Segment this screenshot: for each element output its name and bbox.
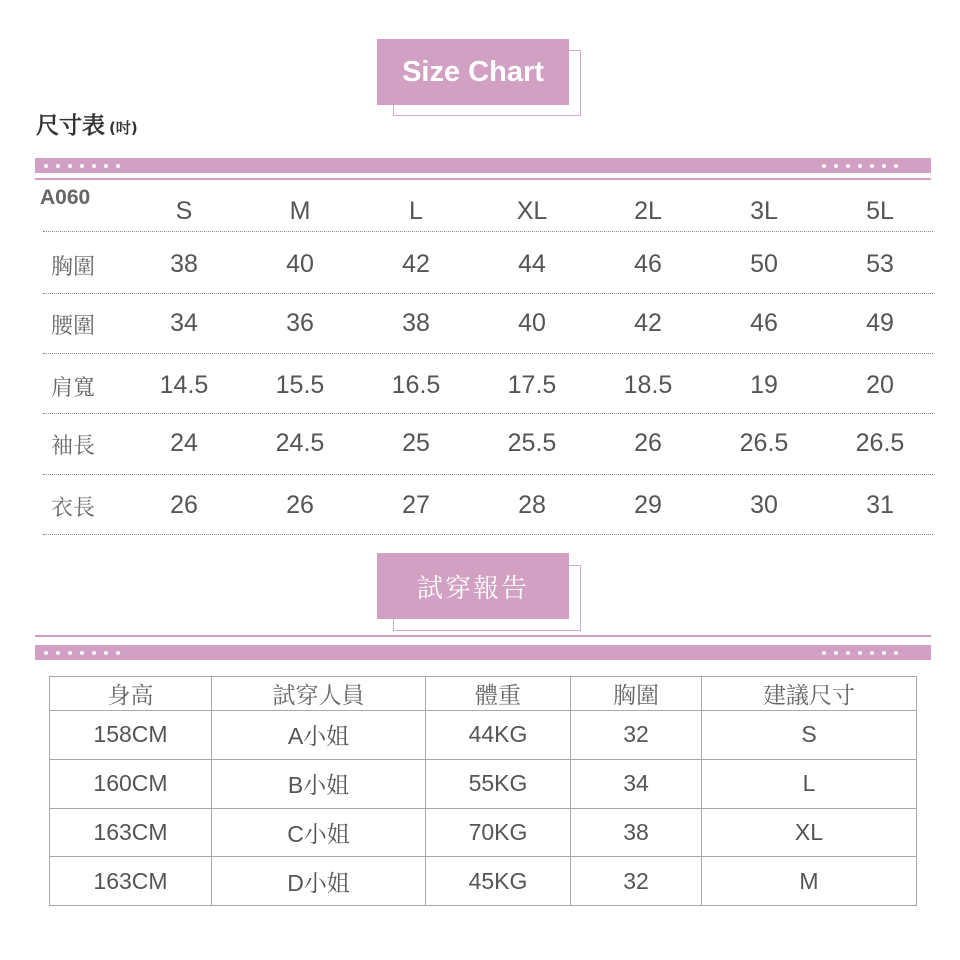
size-chart-badge-label: Size Chart [402,55,544,88]
measurement-value: 14.5 [159,371,209,399]
measurement-value: 46 [634,250,662,278]
report-cell: C小姐 [212,808,426,857]
size-header-3l: 3L [750,197,778,225]
measurement-value: 26 [286,491,314,519]
measurement-value: 42 [402,250,430,278]
report-header-person: 試穿人員 [212,677,426,711]
decor-dots-left-bottom [44,645,120,660]
measurement-value: 49 [866,309,894,337]
report-cell: 55KG [426,759,571,808]
page-title-text: 尺寸表 [36,113,105,139]
measurement-label: 袖長 [51,434,96,459]
table-row [50,759,917,808]
measurement-value: 24.5 [275,429,325,457]
measurement-value: 18.5 [623,371,673,399]
fitting-report-badge-label: 試穿報告 [416,573,529,604]
measurement-value: 50 [750,250,778,278]
unit-label: (吋) [109,119,138,137]
report-cell: 45KG [426,857,571,906]
measurement-value: 26.5 [739,429,789,457]
report-cell: 160CM [50,759,212,808]
size-header-5l: 5L [866,197,894,225]
measurement-value: 24 [170,429,198,457]
measurement-value: 26.5 [855,429,905,457]
measurement-value: 40 [518,309,546,337]
report-cell: 163CM [50,808,212,857]
report-cell: XL [702,808,917,857]
measurement-value: 25 [402,429,430,457]
table-row [50,808,917,857]
decor-bar-bottom [35,645,931,660]
row-divider [43,534,933,535]
measurement-value: 16.5 [391,371,441,399]
measurement-value: 20 [866,371,894,399]
measurement-label: 衣長 [51,496,96,521]
measurement-value: 26 [170,491,198,519]
report-cell: M [702,857,917,906]
measurement-value: 17.5 [507,371,557,399]
size-header-2l: 2L [634,197,662,225]
measurement-value: 30 [750,491,778,519]
report-cell: 70KG [426,808,571,857]
size-header-m: M [289,197,311,225]
report-cell: 38 [571,808,702,857]
report-cell: A小姐 [212,711,426,760]
measurement-value: 34 [170,309,198,337]
row-divider [43,231,933,232]
decor-bar-top [35,158,931,173]
measurement-value: 19 [750,371,778,399]
decor-line-top [35,178,931,180]
measurement-value: 38 [170,250,198,278]
product-code: A060 [40,186,91,209]
measurement-value: 25.5 [507,429,557,457]
size-header-xl: XL [516,197,548,225]
report-header-bust: 胸圍 [571,677,702,711]
measurement-value: 53 [866,250,894,278]
row-divider [43,474,933,475]
report-cell: L [702,759,917,808]
report-cell: 32 [571,857,702,906]
measurement-value: 44 [518,250,546,278]
measurement-value: 40 [286,250,314,278]
table-row [50,711,917,760]
measurement-value: 31 [866,491,894,519]
measurement-label: 腰圍 [51,314,96,339]
row-divider [43,293,933,294]
measurement-value: 38 [402,309,430,337]
decor-dots-left [44,158,120,173]
measurement-value: 15.5 [275,371,325,399]
measurement-value: 28 [518,491,546,519]
decor-dots-right [822,158,898,173]
size-chart-badge [377,39,569,105]
measurement-label: 胸圍 [51,255,96,280]
table-row [50,857,917,906]
fitting-report-table [49,676,917,906]
report-header-row [50,677,917,711]
report-cell: 163CM [50,857,212,906]
row-divider [43,353,933,354]
report-cell: 44KG [426,711,571,760]
report-cell: B小姐 [212,759,426,808]
report-header-suggested-size: 建議尺寸 [702,677,917,711]
measurement-value: 46 [750,309,778,337]
size-header-l: L [409,197,423,225]
report-header-weight: 體重 [426,677,571,711]
report-cell: 32 [571,711,702,760]
decor-line-bottom [35,635,931,637]
fitting-report-badge [377,553,569,619]
measurement-value: 36 [286,309,314,337]
report-cell: 158CM [50,711,212,760]
measurement-value: 26 [634,429,662,457]
report-cell: S [702,711,917,760]
report-cell: D小姐 [212,857,426,906]
measurement-label: 肩寬 [51,376,96,401]
report-cell: 34 [571,759,702,808]
page-title [36,107,138,140]
size-header-s: S [175,197,193,225]
report-header-height: 身高 [50,677,212,711]
measurement-value: 29 [634,491,662,519]
decor-dots-right-bottom [822,645,898,660]
measurement-value: 42 [634,309,662,337]
measurement-value: 27 [402,491,430,519]
row-divider [43,413,933,414]
